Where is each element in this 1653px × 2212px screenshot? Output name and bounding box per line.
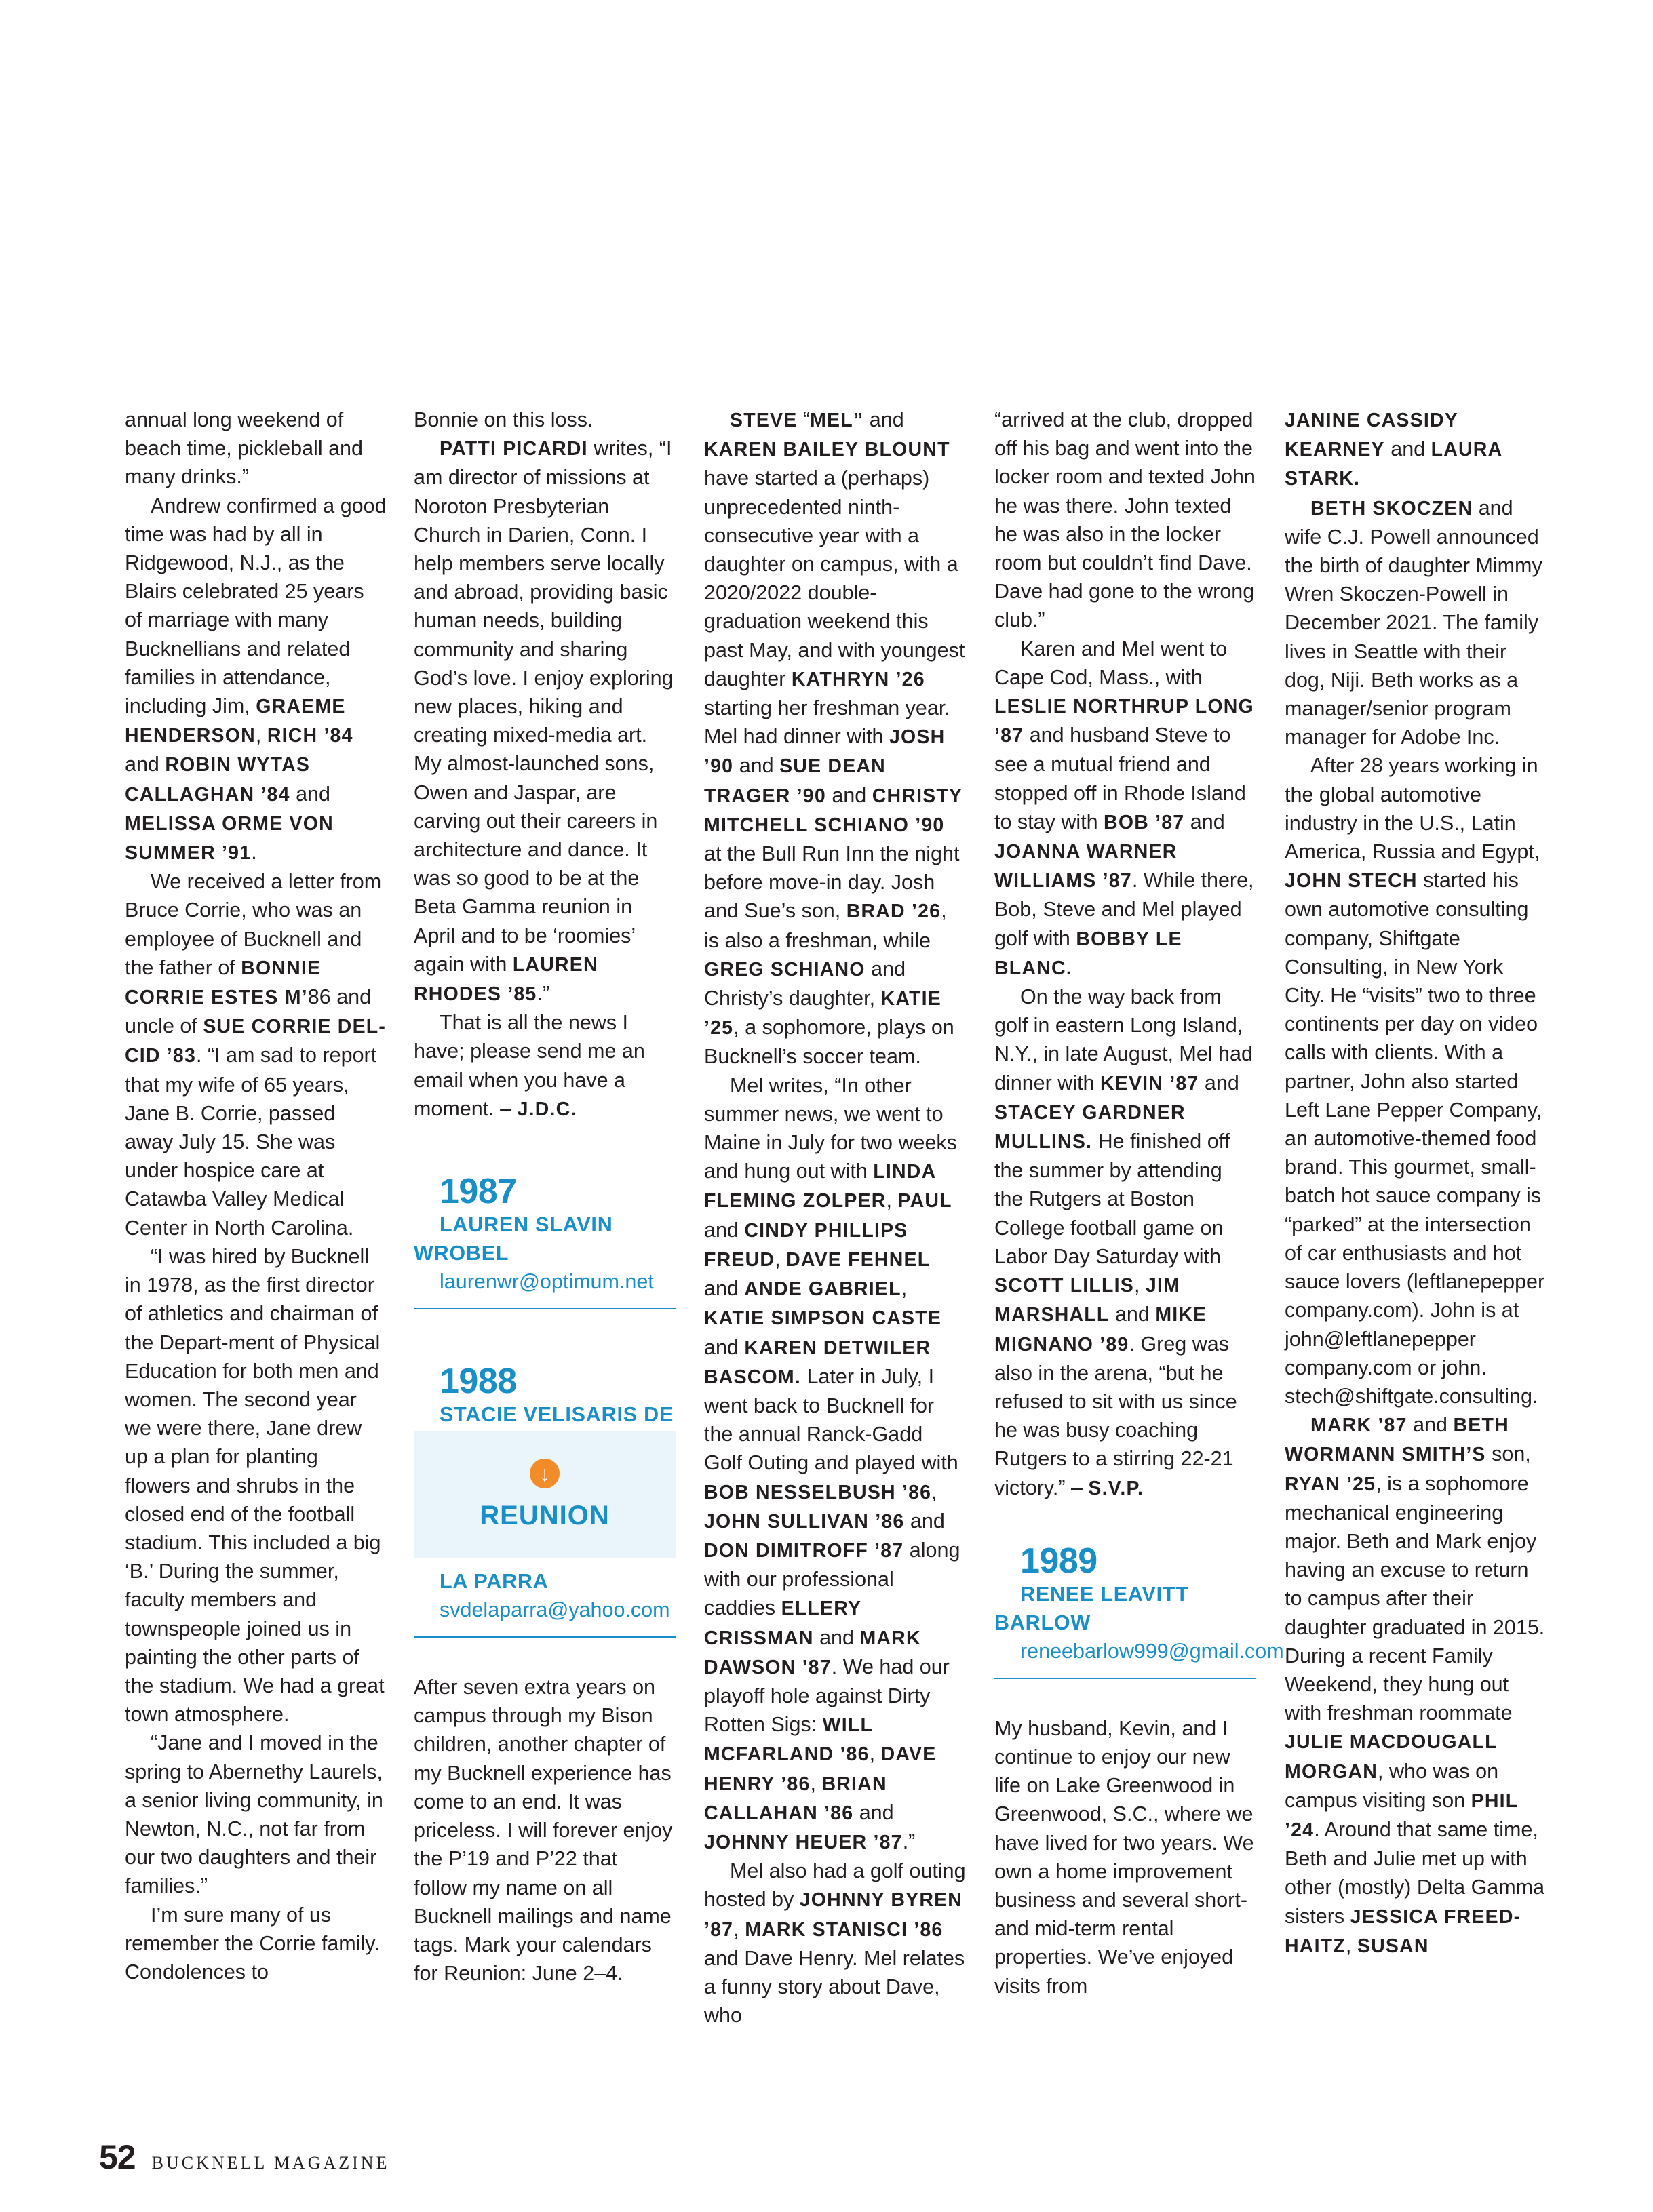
paragraph: My husband, Kevin, and I continue to enjoy our new life on Lake Greenwood in Greenwood, S.C., where we have lived for two years. We own a home improvement business and several short- and mid-term rental properties. We’ve enjoyed visits from	[994, 1716, 1254, 1998]
correspondent-email[interactable]: svdelaparra@yahoo.com	[440, 1598, 670, 1622]
correspondent-name: RENEE LEAVITT BARLOW	[994, 1582, 1189, 1634]
paragraph: PATTI PICARDI writes, “I am director of missions at Noroton Presbyterian Church in Darien, Conn. I help members serve locally and abroad, providing basic human needs, building community and sharing God’s love. I enjoy exploring new places, hiking and creating mixed-media art. My almost-launched sons, Owen and Jaspar, are carving out their careers in architecture and dance. It was so good to be at the Beta Gamma reunion in April and to be ‘roomies’ again with LAUREN RHODES ’85.”	[414, 437, 674, 1006]
paragraph: BETH SKOCZEN and wife C.J. Powell announced the birth of daughter Mimmy Wren Skoczen-Powell in December 2021. The family lives in Seattle with their dog, Niji. Beth works as a manager/senior program manager for Adobe Inc.	[1285, 496, 1542, 749]
column-4	[994, 406, 1284, 2000]
correspondent-name-cont: LA PARRA	[440, 1570, 549, 1594]
class-1987-header	[414, 1172, 676, 1309]
paragraph: Bonnie on this loss.	[414, 408, 594, 431]
magazine-name: BUCKNELL MAGAZINE	[151, 2153, 390, 2173]
divider	[414, 1308, 676, 1309]
paragraph: Mel also had a golf outing hosted by JOHNNY BYREN ’87, MARK STANISCI ’86 and Dave Henry. Mel relates a funny story about Dave, who	[704, 1859, 966, 2028]
paragraph: “arrived at the club, dropped off his bag and went into the locker room and texted John he was there. John texted he was also in the locker room but couldn’t find Dave. Dave had gone to the wrong club.”	[994, 408, 1256, 632]
divider	[994, 1678, 1256, 1679]
correspondent-name: LAUREN SLAVIN WROBEL	[414, 1213, 613, 1265]
divider	[414, 1636, 676, 1638]
class-year: 1987	[440, 1172, 517, 1212]
paragraph: “I was hired by Bucknell in 1978, as the first director of athletics and chairman of the Depart-ment of Physical Education for both men and women. The second year we were there, Jane drew up a plan for planting flowers and shrubs in the closed end of the football stadium. This included a big ‘B.’ During the summer, faculty members and townspeople joined us in painting the other parts of the stadium. We had a great town atmosphere.	[125, 1244, 385, 1726]
column-3	[704, 406, 966, 2030]
paragraph: “Jane and I moved in the spring to Abernethy Laurels, a senior living community, in Newton, N.C., not far from our two daughters and their families.”	[125, 1731, 383, 1898]
page-number: 52	[99, 2138, 136, 2176]
paragraph: We received a letter from Bruce Corrie, who was an employee of Bucknell and the father of BONNIE CORRIE ESTES M’86 and uncle of SUE CORRIE DEL-CID ’83. “I am sad to report that my wife of 65 years, Jane B. Corrie, passed away July 15. She was under hospice care at Catawba Valley Medical Center in North Carolina.	[125, 870, 387, 1240]
class-year: 1989	[1020, 1541, 1097, 1581]
reunion-banner	[414, 1431, 676, 1558]
paragraph: Mel writes, “In other summer news, we went to Maine in July for two weeks and hung out with LINDA FLEMING ZOLPER, PAUL and CINDY PHILLIPS FREUD, DAVE FEHNEL and ANDE GABRIEL, KATIE SIMPSON CASTE and KAREN DETWILER BASCOM. Later in July, I went back to Bucknell for the annual Ranck-Gadd Golf Outing and played with BOB NESSELBUSH ’86, JOHN SULLIVAN ’86 and DON DIMITROFF ’87 along with our professional caddies ELLERY CRISSMAN and MARK DAWSON ’87. We had our playoff hole against Dirty Rotten Sigs: WILL MCFARLAND ’86, DAVE HENRY ’86, BRIAN CALLAHAN ’86 and JOHNNY HEUER ’87.”	[704, 1073, 960, 1853]
paragraph: That is all the news I have; please send me an email when you have a moment. – J.D.C.	[414, 1011, 645, 1120]
class-1989-header	[994, 1541, 1284, 1679]
paragraph: Andrew confirmed a good time was had by all in Ridgewood, N.J., as the Blairs celebrated 25 years of marriage with many Bucknellians and related families in attendance, including Jim, GRAEME HENDERSON, RICH ’84 and ROBIN WYTAS CALLAGHAN ’84 and MELISSA ORME VON SUMMER ’91.	[125, 494, 387, 865]
column-5	[1285, 406, 1547, 1960]
paragraph: After 28 years working in the global automotive industry in the U.S., Latin America, Russia and Egypt, JOHN STECH started his own automotive consulting company, Shiftgate Consulting, in New York City. He “visits” two to three continents per day on video calls with clients. With a partner, John also started Left Lane Pepper Company, an automotive-themed food brand. This gourmet, small-batch hot sauce company is “parked” at the intersection of car enthusiasts and hot sauce lovers (leftlanepepper company.com). John is at john@leftlanepepper company.com or john. stech@shiftgate.consulting.	[1285, 754, 1545, 1408]
arrow-down-circle-icon: ↓	[530, 1459, 560, 1488]
correspondent-email[interactable]: laurenwr@optimum.net	[440, 1270, 654, 1294]
paragraph: Karen and Mel went to Cape Cod, Mass., with LESLIE NORTHRUP LONG ’87 and husband Steve to see a mutual friend and stopped off in Rhode Island to stay with BOB ’87 and JOANNA WARNER WILLIAMS ’87. While there, Bob, Steve and Mel played golf with BOBBY LE BLANC.	[994, 637, 1254, 979]
class-year: 1988	[440, 1362, 517, 1402]
class-1988-header	[414, 1362, 676, 1638]
paragraph: JANINE CASSIDY KEARNEY and LAURA STARK.	[1285, 410, 1502, 490]
paragraph: MARK ’87 and BETH WORMANN SMITH’S son, RYAN ’25, is a sophomore mechanical engineering major. Beth and Mark enjoy having an excuse to return to campus after their daughter graduated in 2015. During a recent Family Weekend, they hung out with freshman roommate JULIE MACDOUGALL MORGAN, who was on campus visiting son PHIL ’24. Around that same time, Beth and Julie met up with other (mostly) Delta Gamma sisters JESSICA FREED-HAITZ, SUSAN	[1285, 1413, 1545, 1957]
column-2	[414, 406, 676, 1988]
paragraph: On the way back from golf in eastern Long Island, N.Y., in late August, Mel had dinner with KEVIN ’87 and STACEY GARDNER MULLINS. He finished off the summer by attending the Rutgers at Boston College football game on Labor Day Saturday with SCOTT LILLIS, JIM MARSHALL and MIKE MIGNANO ’89. Greg was also in the arena, “but he refused to sit with us since he was busy coaching Rutgers to a stirring 22-21 victory.” – S.V.P.	[994, 985, 1253, 1499]
page-footer	[99, 2137, 389, 2177]
reunion-label: REUNION	[480, 1501, 610, 1531]
paragraph: After seven extra years on campus through my Bison children, another chapter of my Bucknell experience has come to an end. It was priceless. I will forever enjoy the P’19 and P’22 that follow my name on all Bucknell mailings and name tags. Mark your calendars for Reunion: June 2–4.	[414, 1676, 673, 1986]
paragraph: annual long weekend of beach time, pickleball and many drinks.”	[125, 408, 363, 489]
correspondent-email[interactable]: reneebarlow999@gmail.com	[1020, 1639, 1284, 1663]
column-1	[125, 406, 387, 1986]
paragraph: STEVE “MEL” and KAREN BAILEY BLOUNT have started a (perhaps) unprecedented ninth-consecutive year with a daughter on campus, with a 2020/2022 double-graduation weekend this past May, and with youngest daughter KATHRYN ’26 starting her freshman year. Mel had dinner with JOSH ’90 and SUE DEAN TRAGER ’90 and CHRISTY MITCHELL SCHIANO ’90 at the Bull Run Inn the night before move-in day. Josh and Sue’s son, BRAD ’26, is also a freshman, while GREG SCHIANO and Christy’s daughter, KATIE ’25, a sophomore, plays on Bucknell’s soccer team.	[704, 408, 965, 1069]
paragraph: I’m sure many of us remember the Corrie family. Condolences to	[125, 1903, 380, 1983]
correspondent-name: STACIE VELISARIS DE	[440, 1403, 674, 1427]
